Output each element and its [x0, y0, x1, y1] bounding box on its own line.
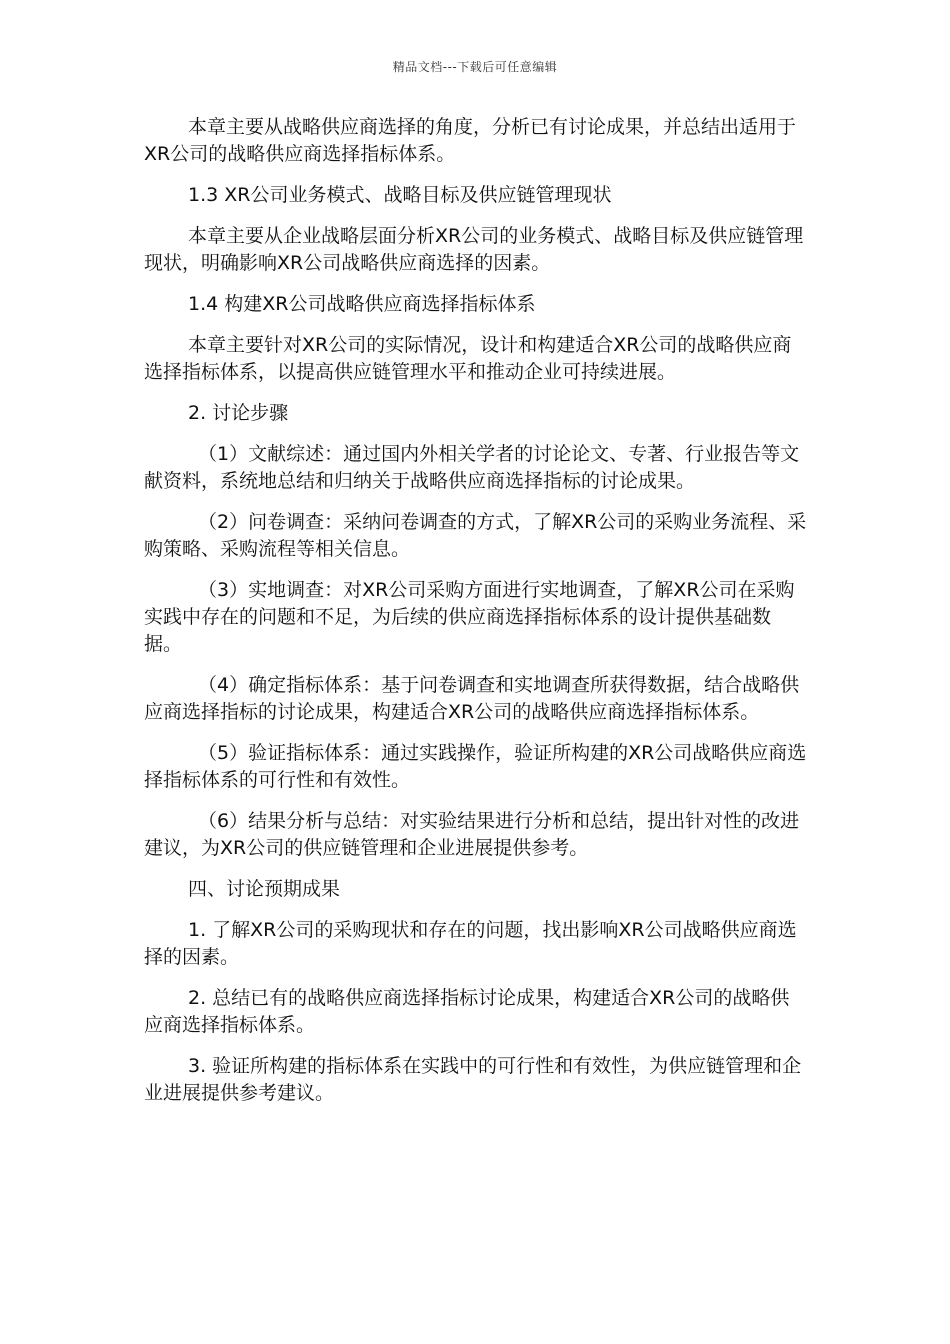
paragraph-chapter-summary: 本章主要从战略供应商选择的角度，分析已有讨论成果，并总结出适用于XR公司的战略供应商选择指标体系。: [144, 116, 797, 165]
expected-result-2: 2. 总结已有的战略供应商选择指标讨论成果，构建适合XR公司的战略供应商选择指标体系。: [144, 987, 790, 1036]
paragraph-1-3-body: 本章主要从企业战略层面分析XR公司的业务模式、战略目标及供应链管理现状，明确影响XR公司战略供应商选择的因素。: [144, 225, 804, 274]
section-heading-expected-results: 四、讨论预期成果: [188, 878, 341, 900]
expected-result-3: 3. 验证所构建的指标体系在实践中的可行性和有效性，为供应链管理和企业进展提供参考建议。: [144, 1055, 802, 1104]
section-heading-research-steps: 2. 讨论步骤: [188, 402, 289, 424]
step-item-4: （4）确定指标体系：基于问卷调查和实地调查所获得数据，结合战略供应商选择指标的讨论成果，构建适合XR公司的战略供应商选择指标体系。: [144, 674, 800, 723]
step-item-2: （2）问卷调查：采纳问卷调查的方式，了解XR公司的采购业务流程、采购策略、采购流程等相关信息。: [144, 511, 807, 560]
section-heading-1-4: 1.4 构建XR公司战略供应商选择指标体系: [188, 293, 536, 315]
section-heading-1-3: 1.3 XR公司业务模式、战略目标及供应链管理现状: [188, 184, 612, 206]
paragraph-1-4-body: 本章主要针对XR公司的实际情况，设计和构建适合XR公司的战略供应商选择指标体系，以提高供应链管理水平和推动企业可持续进展。: [144, 334, 792, 383]
step-item-3: （3）实地调查：对XR公司采购方面进行实地调查，了解XR公司在采购实践中存在的问题和不足，为后续的供应商选择指标体系的设计提供基础数据。: [144, 579, 795, 655]
step-item-6: （6）结果分析与总结：对实验结果进行分析和总结，提出针对性的改进建议，为XR公司的供应链管理和企业进展提供参考。: [144, 810, 800, 859]
step-item-1: （1）文献综述：通过国内外相关学者的讨论论文、专著、行业报告等文献资料，系统地总结和归纳关于战略供应商选择指标的讨论成果。: [144, 443, 800, 492]
page-header: 精品文档---下载后可任意编辑: [392, 60, 558, 74]
step-item-5: （5）验证指标体系：通过实践操作，验证所构建的XR公司战略供应商选择指标体系的可行性和有效性。: [144, 742, 807, 791]
expected-result-1: 1. 了解XR公司的采购现状和存在的问题，找出影响XR公司战略供应商选择的因素。: [144, 919, 797, 968]
document-body: [144, 114, 808, 1121]
